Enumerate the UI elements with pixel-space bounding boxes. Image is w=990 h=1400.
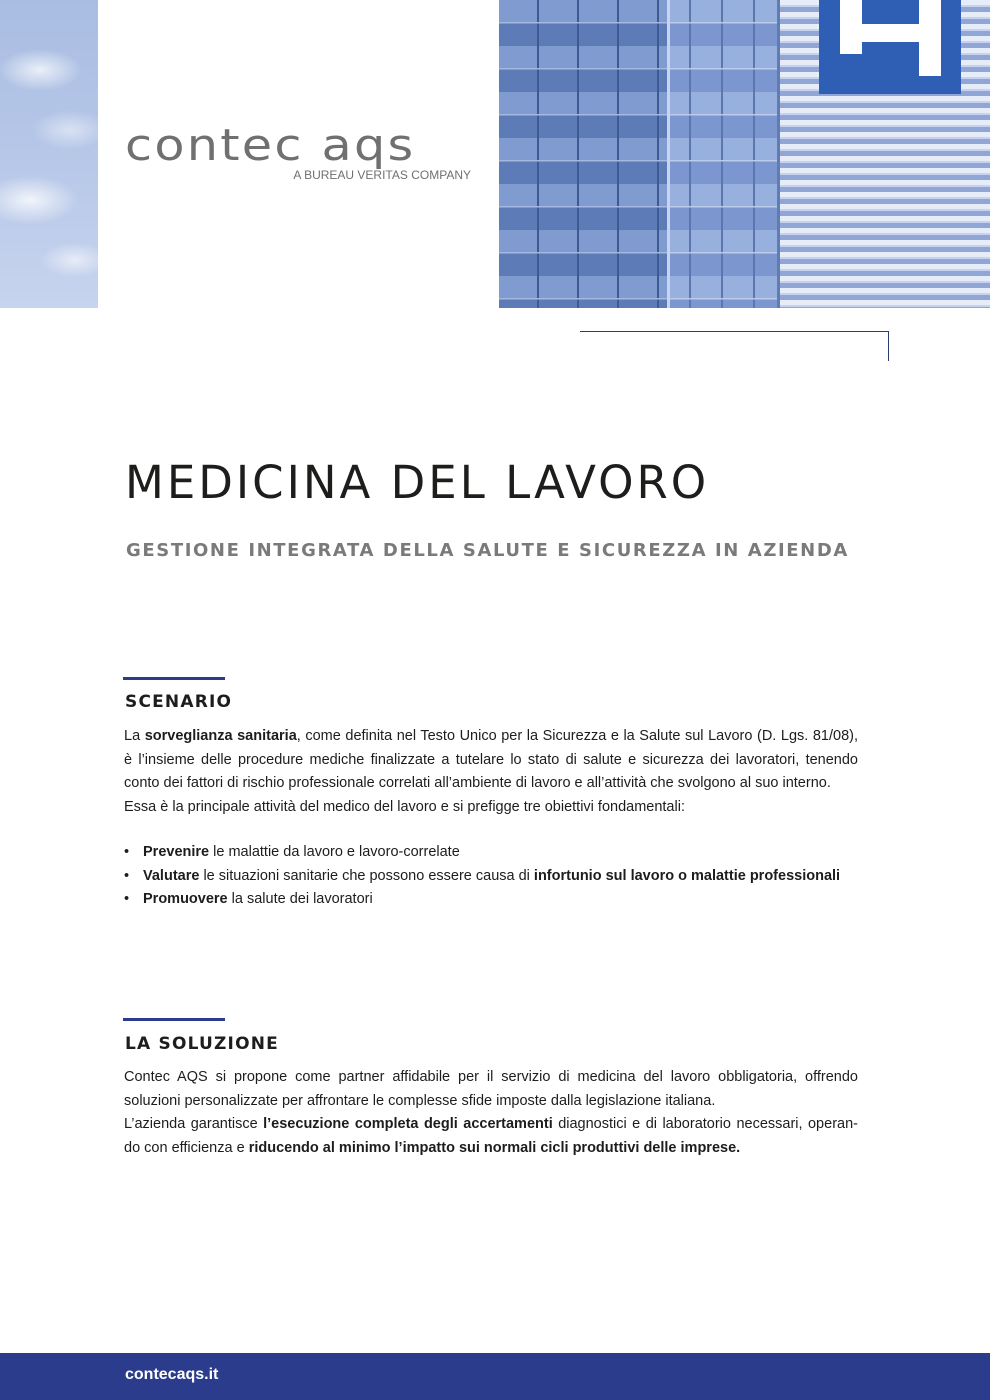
logo-wordmark: contec aqs bbox=[125, 120, 416, 171]
scenario-intro-last-line: Essa è la principale attività del medico del lavoro e si prefigge tre obiettivi fondamentali: bbox=[124, 798, 685, 815]
solution-text-2: L’azienda garantisce l’esecuzione completa degli accertamenti diagnostici e di laboratorio necessari, operan-do con efficienza e riducendo al minimo l’impatto sui normali cicli produttivi delle imprese. bbox=[124, 1116, 858, 1156]
scenario-rule bbox=[123, 677, 225, 680]
page-subtitle: GESTIONE INTEGRATA DELLA SALUTE E SICUREZZA IN AZIENDA bbox=[126, 540, 849, 561]
list-item: • Prevenire le malattie da lavoro e lavoro-correlate bbox=[124, 841, 884, 865]
list-item: • Promuovere la salute dei lavoratori bbox=[124, 888, 884, 912]
footer-bar bbox=[0, 1353, 990, 1400]
website-link[interactable]: contecaqs.it bbox=[125, 1366, 219, 1383]
building-image bbox=[499, 0, 990, 308]
page-title: MEDICINA DEL LAVORO bbox=[125, 456, 710, 509]
solution-heading: LA SOLUZIONE bbox=[125, 1034, 279, 1054]
objectives-list bbox=[124, 841, 884, 912]
solution-rule bbox=[123, 1018, 225, 1021]
corner-bracket-divider bbox=[580, 331, 889, 361]
sky-image bbox=[0, 0, 98, 308]
scenario-heading: SCENARIO bbox=[125, 692, 233, 712]
solution-paragraph bbox=[124, 1066, 858, 1160]
brand-logo bbox=[125, 122, 473, 184]
scenario-intro-text: La sorveglianza sanitaria, come definita nel Testo Unico per la Sicurezza e la Salute sul Lavoro (D. Lgs. 81/08), è l’insieme delle procedure mediche finalizzate a tutelare lo stato di salute e sicurezza dei lavoratori, tenendo conto dei fattori di rischio professionale correlati all’ambiente di lavoro e all’attività che svolgono al suo interno. bbox=[124, 728, 858, 791]
list-item: • Valutare le situazioni sanitarie che possono essere causa di infortunio sul lavoro o malattie professionali bbox=[124, 865, 884, 889]
scenario-intro-paragraph bbox=[124, 725, 858, 819]
solution-text-1: Contec AQS si propone come partner affidabile per il servizio di medicina del lavoro obbligatoria, offrendo soluzioni personalizzate per affrontare le complesse sfide imposte dalla legislazione italiana. bbox=[124, 1069, 858, 1109]
logo-tagline: A BUREAU VERITAS COMPANY bbox=[293, 168, 471, 182]
scenario-intro-bold: sorveglianza sanitaria bbox=[144, 728, 297, 744]
